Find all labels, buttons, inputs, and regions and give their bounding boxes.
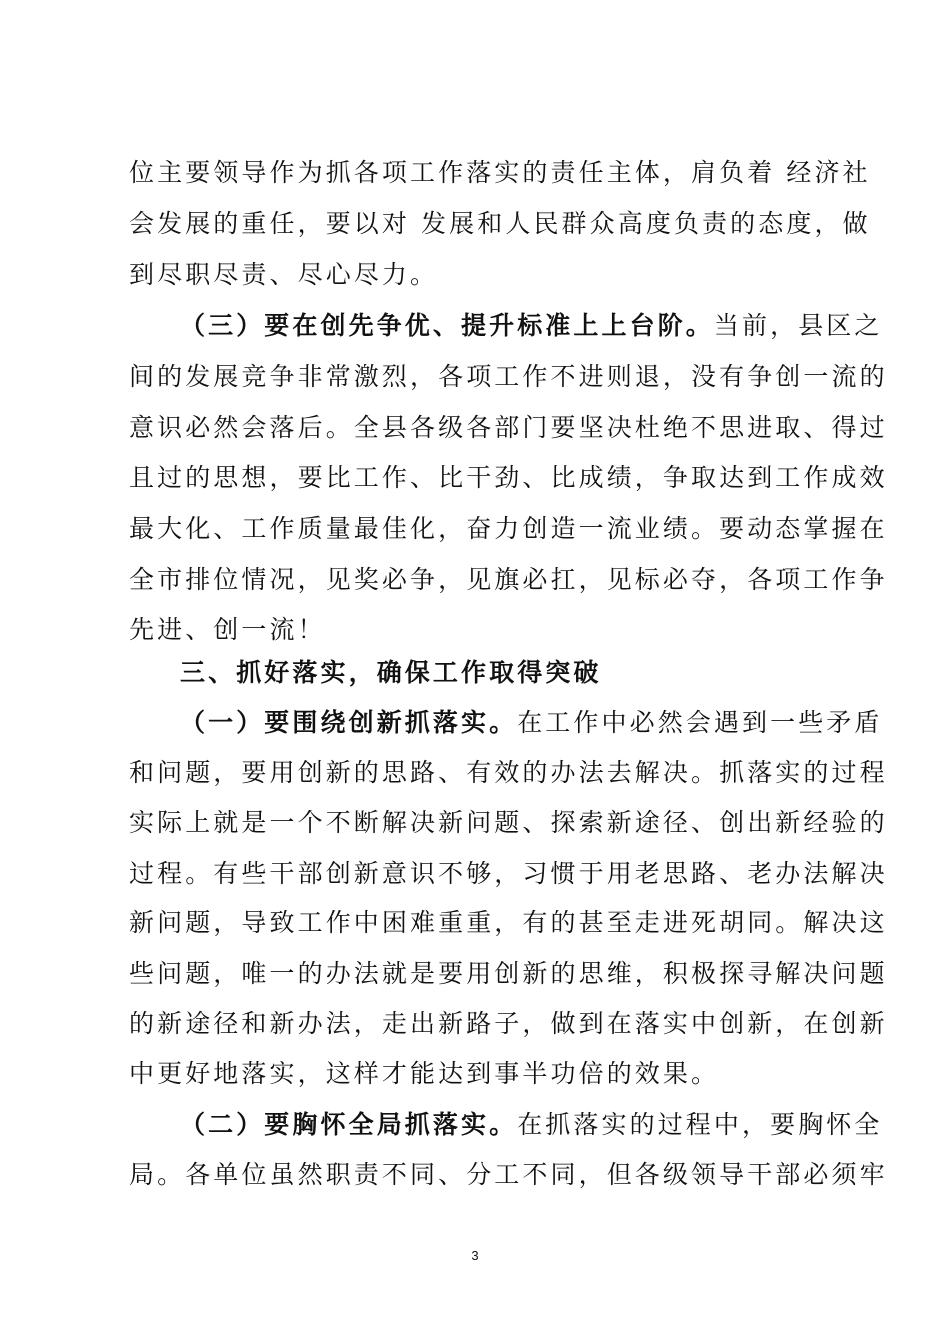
subsection-heading-1: （一）要围绕创新抓落实。 [180, 708, 518, 737]
body-text-line: 的新途径和新办法，走出新路子，做到在落实中创新，在创新 [129, 1009, 888, 1038]
body-text-line: 会发展的重任，要以对 发展和人民群众高度负责的态度，做 [129, 209, 871, 238]
body-text-line: 实际上就是一个不断解决新问题、探索新途径、创出新经验的 [129, 808, 888, 837]
subsection-2-paragraph-first-line [180, 1109, 883, 1141]
body-text-span: 当前，县区之 [713, 311, 883, 340]
subsection-heading-2: （二）要胸怀全局抓落实。 [180, 1110, 518, 1139]
body-text-line: 局。各单位虽然职责不同、分工不同，但各级领导干部必须牢 [129, 1160, 888, 1189]
section-heading-3: 三、抓好落实，确保工作取得突破 [180, 658, 602, 687]
body-text-line: 和问题，要用创新的思路、有效的办法去解决。抓落实的过程 [129, 758, 888, 787]
body-text-line: 最大化、工作质量最佳化，奋力创造一流业绩。要动态掌握在 [129, 514, 888, 543]
body-text-line: 新问题，导致工作中困难重重，有的甚至走进死胡同。解决这 [129, 908, 888, 937]
body-text-line: 且过的思想，要比工作、比干劲、比成绩，争取达到工作成效 [129, 463, 888, 492]
body-text-line: 中更好地落实，这样才能达到事半功倍的效果。 [129, 1059, 720, 1088]
body-text-span: 在工作中必然会遇到一些矛盾 [517, 708, 883, 737]
body-text-line: 意识必然会落后。全县各级各部门要坚决杜绝不思进取、得过 [129, 413, 888, 442]
body-text-line: 到尽职尽责、尽心尽力。 [129, 260, 439, 289]
body-text-line: 全市排位情况，见奖必争，见旗必扛，见标必夺，各项工作争 [129, 565, 888, 594]
subsection-heading-3: （三）要在创先争优、提升标准上上台阶。 [180, 311, 714, 340]
body-text-line: 些问题，唯一的办法就是要用创新的思维，积极探寻解决问题 [129, 959, 888, 988]
body-text-line: 过程。有些干部创新意识不够，习惯于用老思路、老办法解决 [129, 859, 888, 888]
body-text-line: 先进、创一流！ [129, 615, 326, 644]
page-number: 3 [471, 1248, 479, 1263]
body-text-span: 在抓落实的过程中，要胸怀全 [517, 1110, 883, 1139]
subsection-3-paragraph-first-line [180, 310, 883, 342]
subsection-1-paragraph-first-line [180, 707, 883, 739]
body-text-line: 间的发展竞争非常激烈，各项工作不进则退，没有争创一流的 [129, 362, 888, 391]
body-text-line: 位主要领导作为抓各项工作落实的责任主体，肩负着 经济社 [129, 158, 871, 187]
